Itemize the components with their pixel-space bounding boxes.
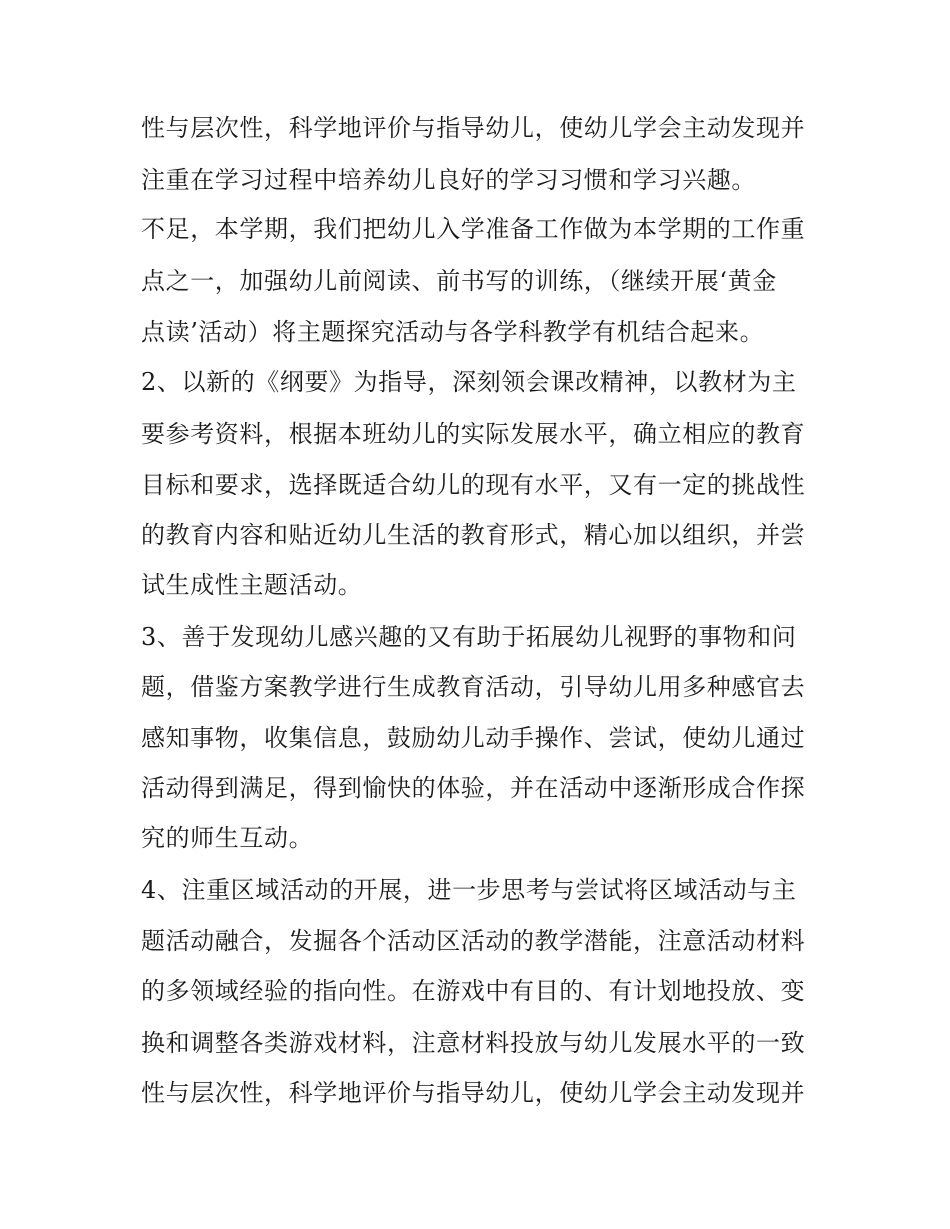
text-line: 题，借鉴方案教学进行生成教育活动，引导幼儿用多种感官去	[141, 673, 806, 701]
text-line: 性与层次性，科学地评价与指导幼儿，使幼儿学会主动发现并	[141, 1079, 806, 1107]
text-line: 活动得到满足，得到愉快的体验，并在活动中逐渐形成合作探	[141, 774, 806, 802]
text-line: 不足，本学期，我们把幼儿入学准备工作做为本学期的工作重	[141, 215, 806, 243]
text-line: 换和调整各类游戏材料，注意材料投放与幼儿发展水平的一致	[141, 1029, 806, 1057]
text-line: 的多领域经验的指向性。在游戏中有目的、有计划地投放、变	[141, 977, 806, 1005]
text-line: 感知事物，收集信息，鼓励幼儿动手操作、尝试，使幼儿通过	[141, 724, 806, 752]
text-line: 究的师生互动。	[141, 824, 314, 852]
text-line: 的教育内容和贴近幼儿生活的教育形式，精心加以组织，并尝	[141, 521, 806, 549]
text-line: 注重在学习过程中培养幼儿良好的学习习惯和学习兴趣。	[141, 166, 756, 194]
text-line: 点读’活动）将主题探究活动与各学科教学有机结合起来。	[141, 318, 765, 346]
text-line: 3、善于发现幼儿感兴趣的又有助于拓展幼儿视野的事物和问	[141, 623, 797, 651]
text-line: 性与层次性，科学地评价与指导幼儿，使幼儿学会主动发现并	[141, 114, 806, 142]
text-line: 试生成性主题活动。	[141, 571, 363, 599]
text-line: 目标和要求，选择既适合幼儿的现有水平，又有一定的挑战性	[141, 471, 806, 499]
text-line: 2、以新的《纲要》为指导，深刻领会课改精神，以教材为主	[141, 368, 797, 396]
text-line: 要参考资料，根据本班幼儿的实际发展水平，确立相应的教育	[141, 420, 806, 448]
text-line: 4、注重区域活动的开展，进一步思考与尝试将区域活动与主	[141, 876, 797, 904]
text-line: 题活动融合，发掘各个活动区活动的教学潜能，注意活动材料	[141, 927, 806, 955]
text-line: 点之一，加强幼儿前阅读、前书写的训练，（继续开展‘黄金	[141, 267, 777, 295]
